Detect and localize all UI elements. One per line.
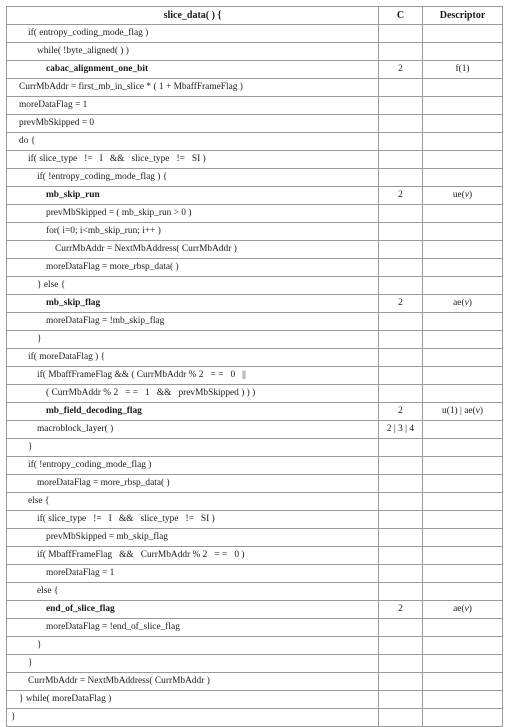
table-row (7, 385, 503, 403)
descriptor-cell (423, 349, 503, 367)
category-cell (379, 205, 423, 223)
descriptor-cell: u(1) | ae(v) (423, 403, 503, 421)
table-row (7, 511, 503, 529)
descriptor-cell (423, 385, 503, 403)
category-cell (379, 709, 423, 727)
syntax-statement: } else { (37, 280, 66, 290)
category-cell (379, 673, 423, 691)
syntax-statement: moreDataFlag = !mb_skip_flag (46, 316, 165, 326)
descriptor-cell (423, 367, 503, 385)
syntax-cell (7, 655, 379, 673)
table-row (7, 25, 503, 43)
table-row (7, 493, 503, 511)
category-cell (379, 475, 423, 493)
descriptor-variable: v (464, 604, 469, 614)
table-row (7, 169, 503, 187)
syntax-cell (7, 97, 379, 115)
table-row (7, 223, 503, 241)
table-body (7, 25, 503, 727)
syntax-cell (7, 367, 379, 385)
syntax-cell (7, 457, 379, 475)
syntax-cell (7, 709, 379, 727)
syntax-statement: if( slice_type != I && slice_type != SI ) (28, 154, 206, 164)
descriptor-cell (423, 25, 503, 43)
syntax-cell (7, 421, 379, 439)
syntax-statement: if( moreDataFlag ) { (28, 352, 106, 362)
syntax-cell (7, 403, 379, 421)
table-row (7, 241, 503, 259)
table-row (7, 277, 503, 295)
syntax-statement: for( i=0; i<mb_skip_run; i++ ) (46, 226, 161, 236)
category-cell (379, 331, 423, 349)
table-row (7, 97, 503, 115)
category-cell (379, 223, 423, 241)
syntax-cell (7, 277, 379, 295)
syntax-statement: } while( moreDataFlag ) (19, 694, 112, 704)
category-cell (379, 385, 423, 403)
category-cell: 2 (379, 403, 423, 421)
syntax-cell (7, 133, 379, 151)
descriptor-cell (423, 691, 503, 709)
syntax-cell (7, 637, 379, 655)
syntax-statement: CurrMbAddr = first_mb_in_slice * ( 1 + MbaffFrameFlag ) (19, 82, 243, 92)
descriptor-cell (423, 421, 503, 439)
syntax-cell (7, 79, 379, 97)
descriptor-variable: v (475, 406, 480, 416)
category-cell (379, 169, 423, 187)
syntax-statement: } (37, 334, 42, 344)
descriptor-cell (423, 583, 503, 601)
category-cell: 2 | 3 | 4 (379, 421, 423, 439)
syntax-statement: } (28, 442, 33, 452)
category-cell (379, 565, 423, 583)
descriptor-cell: f(1) (423, 61, 503, 79)
table-row (7, 655, 503, 673)
syntax-cell (7, 673, 379, 691)
table-row (7, 349, 503, 367)
syntax-element-name: mb_skip_run (46, 190, 100, 200)
descriptor-cell (423, 457, 503, 475)
category-cell (379, 511, 423, 529)
category-cell (379, 97, 423, 115)
syntax-cell (7, 619, 379, 637)
descriptor-cell (423, 223, 503, 241)
category-cell (379, 313, 423, 331)
syntax-statement: moreDataFlag = more_rbsp_data( ) (37, 478, 170, 488)
table-row (7, 439, 503, 457)
syntax-cell (7, 61, 379, 79)
slice-data-syntax-table (6, 6, 503, 727)
category-cell (379, 115, 423, 133)
table-row (7, 61, 503, 79)
table-row (7, 547, 503, 565)
syntax-cell (7, 241, 379, 259)
syntax-statement: else { (28, 496, 50, 506)
category-cell (379, 25, 423, 43)
syntax-cell (7, 601, 379, 619)
syntax-cell (7, 25, 379, 43)
syntax-statement: if( !entropy_coding_mode_flag ) { (37, 172, 168, 182)
descriptor-cell (423, 259, 503, 277)
table-row (7, 637, 503, 655)
syntax-cell (7, 475, 379, 493)
descriptor-cell (423, 529, 503, 547)
table-row (7, 133, 503, 151)
table-row (7, 691, 503, 709)
table-row (7, 205, 503, 223)
syntax-element-name: mb_field_decoding_flag (46, 406, 142, 416)
syntax-cell (7, 169, 379, 187)
table-row (7, 475, 503, 493)
syntax-table-container (6, 6, 503, 727)
descriptor-cell (423, 169, 503, 187)
category-cell (379, 619, 423, 637)
descriptor-cell (423, 151, 503, 169)
descriptor-cell (423, 115, 503, 133)
category-cell (379, 259, 423, 277)
category-cell (379, 349, 423, 367)
syntax-statement: while( !byte_aligned( ) ) (37, 46, 129, 56)
syntax-statement: prevMbSkipped = ( mb_skip_run > 0 ) (46, 208, 192, 218)
table-row (7, 583, 503, 601)
descriptor-cell (423, 133, 503, 151)
syntax-statement: do { (19, 136, 36, 146)
syntax-cell (7, 43, 379, 61)
descriptor-cell: ue(v) (423, 187, 503, 205)
syntax-statement: if( MbaffFrameFlag && CurrMbAddr % 2 = = 0 ) (37, 550, 245, 560)
descriptor-variable: v (464, 190, 470, 200)
table-row (7, 565, 503, 583)
descriptor-header: Descriptor (423, 7, 503, 25)
category-cell (379, 133, 423, 151)
descriptor-cell (423, 619, 503, 637)
descriptor-cell (423, 655, 503, 673)
table-header-row (7, 7, 503, 25)
category-cell (379, 529, 423, 547)
syntax-element-name: end_of_slice_flag (46, 604, 115, 614)
syntax-statement: } (28, 658, 33, 668)
descriptor-cell (423, 97, 503, 115)
descriptor-cell (423, 475, 503, 493)
table-row (7, 529, 503, 547)
category-cell (379, 637, 423, 655)
syntax-cell (7, 529, 379, 547)
syntax-statement: prevMbSkipped = 0 (19, 118, 95, 128)
descriptor-cell (423, 709, 503, 727)
descriptor-cell (423, 79, 503, 97)
category-cell (379, 655, 423, 673)
table-row (7, 331, 503, 349)
syntax-cell (7, 385, 379, 403)
syntax-cell (7, 187, 379, 205)
table-row (7, 187, 503, 205)
descriptor-variable: v (464, 298, 469, 308)
syntax-statement: prevMbSkipped = mb_skip_flag (46, 532, 168, 542)
syntax-statement: if( slice_type != I && slice_type != SI ) (37, 514, 215, 524)
syntax-cell (7, 151, 379, 169)
table-row (7, 673, 503, 691)
table-row (7, 259, 503, 277)
descriptor-cell (423, 637, 503, 655)
table-row (7, 295, 503, 313)
syntax-cell (7, 331, 379, 349)
descriptor-cell (423, 241, 503, 259)
descriptor-cell (423, 493, 503, 511)
category-cell (379, 79, 423, 97)
syntax-statement: macroblock_layer( ) (37, 424, 114, 434)
syntax-cell (7, 583, 379, 601)
table-row (7, 151, 503, 169)
descriptor-cell (423, 673, 503, 691)
syntax-statement: if( entropy_coding_mode_flag ) (28, 28, 149, 38)
category-cell (379, 691, 423, 709)
category-cell (379, 493, 423, 511)
syntax-cell (7, 547, 379, 565)
descriptor-cell (423, 547, 503, 565)
category-cell (379, 547, 423, 565)
category-cell (379, 151, 423, 169)
table-row (7, 709, 503, 727)
category-cell (379, 43, 423, 61)
table-row (7, 367, 503, 385)
descriptor-cell (423, 331, 503, 349)
descriptor-cell (423, 439, 503, 457)
category-cell: 2 (379, 295, 423, 313)
syntax-statement: } (37, 640, 42, 650)
syntax-cell (7, 493, 379, 511)
descriptor-cell: ae(v) (423, 295, 503, 313)
syntax-cell (7, 223, 379, 241)
syntax-statement: moreDataFlag = 1 (46, 568, 115, 578)
syntax-statement: CurrMbAddr = NextMbAddress( CurrMbAddr ) (28, 676, 210, 686)
category-cell (379, 241, 423, 259)
syntax-cell (7, 349, 379, 367)
category-cell: 2 (379, 61, 423, 79)
syntax-statement: CurrMbAddr = NextMbAddress( CurrMbAddr ) (55, 244, 237, 254)
table-row (7, 457, 503, 475)
category-cell (379, 439, 423, 457)
category-cell (379, 457, 423, 475)
descriptor-cell (423, 511, 503, 529)
syntax-cell (7, 205, 379, 223)
syntax-cell (7, 115, 379, 133)
syntax-header: slice_data( ) { (7, 7, 379, 25)
syntax-statement: ( CurrMbAddr % 2 = = 1 && prevMbSkipped ) ) ) (46, 388, 256, 398)
syntax-cell (7, 439, 379, 457)
syntax-element-name: mb_skip_flag (46, 298, 101, 308)
category-cell (379, 583, 423, 601)
category-cell (379, 277, 423, 295)
syntax-cell (7, 565, 379, 583)
syntax-statement: moreDataFlag = more_rbsp_data( ) (46, 262, 179, 272)
syntax-statement: moreDataFlag = 1 (19, 100, 88, 110)
syntax-statement: if( MbaffFrameFlag && ( CurrMbAddr % 2 = = 0 || (37, 370, 246, 380)
syntax-cell (7, 259, 379, 277)
category-cell (379, 367, 423, 385)
syntax-statement: if( !entropy_coding_mode_flag ) (28, 460, 152, 470)
table-row (7, 313, 503, 331)
syntax-cell (7, 313, 379, 331)
category-cell: 2 (379, 187, 423, 205)
descriptor-cell: ae(v) (423, 601, 503, 619)
table-row (7, 79, 503, 97)
syntax-cell (7, 295, 379, 313)
descriptor-cell (423, 205, 503, 223)
descriptor-cell (423, 313, 503, 331)
syntax-statement: moreDataFlag = !end_of_slice_flag (46, 622, 180, 632)
descriptor-cell (423, 43, 503, 61)
table-row (7, 601, 503, 619)
descriptor-cell (423, 565, 503, 583)
table-row (7, 619, 503, 637)
syntax-statement: else { (37, 586, 59, 596)
category-cell: 2 (379, 601, 423, 619)
table-row (7, 115, 503, 133)
table-row (7, 43, 503, 61)
syntax-cell (7, 511, 379, 529)
syntax-element-name: cabac_alignment_one_bit (46, 64, 149, 74)
table-row (7, 403, 503, 421)
descriptor-cell (423, 277, 503, 295)
table-row (7, 421, 503, 439)
syntax-cell (7, 691, 379, 709)
syntax-statement: } (11, 712, 16, 722)
category-header: C (379, 7, 423, 25)
